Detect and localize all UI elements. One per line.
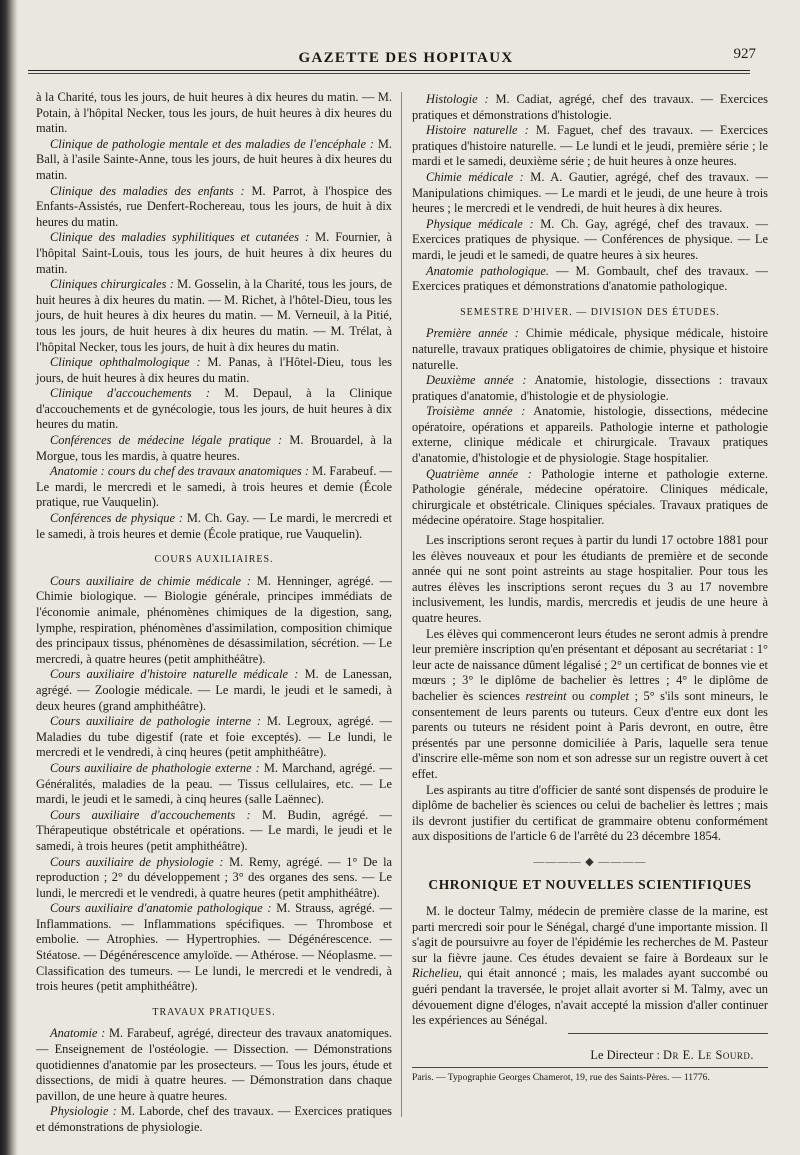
- paragraph: Histologie : M. Cadiat, agrégé, chef des travaux. — Exercices pratiques et démonstrations d'histologie.: [412, 92, 768, 122]
- paragraph: Deuxième année : Anatomie, histologie, dissections : travaux pratiques d'anatomie, d'histologie et de physiologie.: [412, 373, 768, 403]
- paragraph: Première année : Chimie médicale, physique médicale, histoire naturelle, travaux pratiques obligatoires de chimie, physique et histoire naturelle.: [412, 326, 768, 372]
- paragraph: Clinique des maladies syphilitiques et cutanées : M. Fournier, à l'hôpital Saint-Louis, tous les jours, de huit heures à dix heures du matin.: [36, 230, 393, 276]
- paragraph: Anatomie : cours du chef des travaux anatomiques : M. Farabeuf. — Le mardi, le mercredi et le samedi, à trois heures et demie (École pratique, rue Vauquelin).: [36, 464, 392, 510]
- paragraph: Clinique d'accouchements : M. Depaul, à la Clinique d'accouchements et de gynécologie, tous les jours, de huit heures à dix heures du matin.: [36, 386, 392, 432]
- paragraph: Anatomie pathologique. — M. Gombault, chef des travaux. — Exercices pratiques et démonstrations d'anatomie pathologique.: [412, 263, 768, 294]
- paragraph: Cliniques chirurgicales : M. Gosselin, à la Charité, tous les jours, de huit heures à dix heures du matin. — M. Richet, à l'hôtel-Dieu, tous les jours, de huit heures à dix heures du matin. — M. Verneuil, à la Pitié, tous les jours, de huit heures à dix heures du matin. — M. Trélat, à l'hôpital Necker, tous les jours, de huit à dix heures du matin.: [36, 277, 393, 354]
- paragraph: Les aspirants au titre d'officier de santé sont dispensés de produire le diplôme de bachelier ès sciences ou celui de bachelier ès lettres ; mais ils devront justifier du certificat de grammaire obtenu conformément aux dispositions de l'article 6 de l'arrêté du 23 décembre 1854.: [412, 782, 768, 844]
- paragraph: à la Charité, tous les jours, de huit heures à dix heures du matin. — M. Potain, à l'hôpital Necker, tous les jours, de huit heures à dix heures du matin.: [36, 90, 392, 136]
- paragraph: Anatomie : M. Farabeuf, agrégé, directeur des travaux anatomiques. — Enseignement de l'ostéologie. — Dissection. — Démonstrations quotidiennes d'anatomie par les prosecteurs. — Tous les jours, étude et dissections, de midi à quatre heures. — Démonstration dans chaque pavillon, de une heure à quatre heures.: [36, 1026, 393, 1103]
- ornament-divider: ———— ◆ ————: [533, 855, 647, 868]
- signature-rule: [568, 1033, 768, 1034]
- paragraph: Les élèves qui commenceront leurs études ne seront admis à prendre leur première inscription qu'en présentant et déposant au secrétariat : 1° leur acte de naissance dûment légalisé ; 2° un certificat de bonnes vie et mœurs ; 3° le diplôme de bachelier ès lettres ; 4° le diplôme de bachelier ès sciences restreint ou complet ; 5° s'ils sont mineurs, le consentement de leurs parents ou tuteurs. Ceux d'entre eux dont les parents ou tuteurs ne résident point à Paris devront, en outre, être présentés par une personne domiciliée à Paris, laquelle sera tenue d'inscrire elle-même son nom et son adresse sur un registre ouvert à cet effet.: [412, 626, 768, 781]
- chronicle-heading: CHRONIQUE ET NOUVELLES SCIENTIFIQUES: [428, 876, 752, 892]
- section-heading: SEMESTRE D'HIVER. — DIVISION DES ÉTUDES.: [460, 306, 720, 318]
- paragraph: Cours auxiliaire de phathologie externe : M. Marchand, agrégé. — Généralités, maladies de la peau. — Tissus cellulaires, etc. — Le mardi, le jeudi et le samedi, à cinq heures (salle Laënnec).: [36, 760, 392, 807]
- left-column: [36, 90, 392, 1136]
- paragraph: Physiologie : M. Laborde, chef des travaux. — Exercices pratiques et démonstrations de physiologie.: [36, 1104, 392, 1134]
- section-heading: COURS AUXILIAIRES.: [154, 554, 274, 566]
- paragraph: Cours auxiliaire d'accouchements : M. Budin, agrégé. — Thérapeutique obstétricale et opérations. — Le mardi, le jeudi et le samedi, à trois heures (petit amphithéâtre).: [36, 807, 393, 853]
- signature-name: Dr E. Le Sourd.: [663, 1047, 754, 1062]
- paragraph: Cours auxiliaire d'histoire naturelle médicale : M. de Lanessan, agrégé. — Zoologie médicale. — Le mardi, le jeudi et le samedi, à deux heures (grand amphithéâtre).: [36, 667, 392, 713]
- paragraph: Clinique des maladies des enfants : M. Parrot, à l'hospice des Enfants-Assistés, rue Denfert-Rochereau, tous les jours, de huit à dix heures du matin.: [36, 183, 392, 229]
- paragraph: Cours auxiliaire de physiologie : M. Remy, agrégé. — 1° De la reproduction ; 2° du développement ; 3° des organes des sens. — Le lundi, le mercredi et le vendredi, à quatre heures (petit amphithéâtre).: [36, 854, 393, 900]
- section-heading: TRAVAUX PRATIQUES.: [152, 1006, 276, 1018]
- newspaper-title: GAZETTE DES HOPITAUX: [298, 50, 514, 66]
- paragraph: Les inscriptions seront reçues à partir du lundi 17 octobre 1881 pour les élèves nouveaux et pour les étudiants de première et de seconde année qui ne sont point astreints au stage hospitalier. Pour tous les autres élèves les inscriptions seront reçues du 3 au 17 novembre inclusivement, les lundis, mardis, mercredis et jeudis de une heure à quatre heures.: [412, 533, 768, 625]
- paragraph: M. le docteur Talmy, médecin de première classe de la marine, est parti mercredi soir pour le Sénégal, chargé d'une importante mission. Il s'agit de poursuivre au foyer de l'épidémie les recherches de M. Pasteur sur la fièvre jaune. Ces études devaient se faire à Bordeaux sur le Richelieu, qui était annoncé ; mais, les malades ayant succombé ou guéri pendant la traversée, le projet allait avorter si M. Talmy, avec un dévouement digne d'éloges, n'avait accepté la mission d'aller continuer les expériences au Sénégal.: [412, 904, 768, 1028]
- header-rule-thin: [28, 73, 750, 74]
- page-binding-edge: [0, 0, 18, 1155]
- signature: [412, 1048, 768, 1064]
- paragraph: Conférences de médecine légale pratique : M. Brouardel, à la Morgue, tous les mardis, à quatre heures.: [36, 433, 393, 463]
- paragraph: Physique médicale : M. Ch. Gay, agrégé, chef des travaux. — Exercices pratiques de physique. — Conférences de physique. — Le mardi, le jeudi et le samedi, de quatre heures à six heures.: [412, 216, 768, 262]
- paragraph: Cours auxiliaire d'anatomie pathologique : M. Strauss, agrégé. — Inflammations. — Inflammations spécifiques. — Thrombose et embolie. — Atrophies. — Hypertrophies. — Dégénérescence. — Stéatose. — Dégénérescence amyloïde. — Athérose. — Néoplasme. — Classification des tumeurs. — Le lundi, le mercredi et le vendredi, à trois heures (petit amphithéâtre).: [36, 901, 392, 994]
- paragraph: Clinique ophthalmologique : M. Panas, à l'Hôtel-Dieu, tous les jours, de huit heures à dix heures du matin.: [36, 355, 392, 385]
- signature-label: Le Directeur :: [590, 1047, 660, 1062]
- paragraph: Clinique de pathologie mentale et des maladies de l'encéphale : M. Ball, à l'asile Sainte-Anne, tous les jours, de huit heures à dix heures du matin.: [36, 136, 392, 182]
- paragraph: Cours auxiliaire de pathologie interne : M. Legroux, agrégé. — Maladies du tube digestif (rate et foie exceptés). — Le lundi, le mercredi et le vendredi, à cinq heures (petit amphithéâtre).: [36, 714, 392, 760]
- paragraph: Chimie médicale : M. A. Gautier, agrégé, chef des travaux. — Manipulations chimiques. — Le mardi et le jeudi, de une heure à trois heures ; le mercredi et le vendredi, de huit heures à dix heures.: [412, 169, 768, 216]
- printer-imprint: Paris. — Typographie Georges Chamerot, 19, rue des Saints-Pères. — 11776.: [412, 1067, 768, 1086]
- paragraph: Cours auxiliaire de chimie médicale : M. Henninger, agrégé. — Chimie biologique. — Biologie générale, principes immédiats de l'économie animale, phénomènes chimiques de la digestion, sang, lymphe, respiration, phénomènes d'assimilation, composition chimique des principaux tissus, phénomènes de désassimilation, sécrétion. — Le mercredi, à quatre heures (petit amphithéâtre).: [36, 573, 392, 666]
- paragraph: Quatrième année : Pathologie interne et pathologie externe. Pathologie générale, médecine opératoire. Cliniques médicale, chirurgicale et obstétricale. Cliniques spéciales. Travaux pratiques de médecine opératoire. Stage hospitalier.: [412, 466, 768, 528]
- column-divider: [401, 92, 402, 1117]
- right-column: [412, 92, 768, 1086]
- paragraph: Histoire naturelle : M. Faguet, chef des travaux. — Exercices pratiques d'histoire naturelle. — Le lundi et le jeudi, première série ; le mardi et le samedi, deuxième série ; de huit heures à onze heures.: [412, 123, 768, 169]
- page-number: 927: [733, 46, 756, 62]
- header-rule: [28, 70, 750, 71]
- paragraph: Conférences de physique : M. Ch. Gay. — Le mardi, le mercredi et le samedi, à trois heures et demie (École pratique, rue Vauquelin).: [36, 511, 392, 541]
- paragraph: Troisième année : Anatomie, histologie, dissections, médecine opératoire, opérations et appareils. Pathologie interne et pathologie externe, clinique médicale et chirurgicale. Travaux pratiques d'anatomie, d'histologie et de physiologie. Stage hospitalier.: [412, 404, 768, 466]
